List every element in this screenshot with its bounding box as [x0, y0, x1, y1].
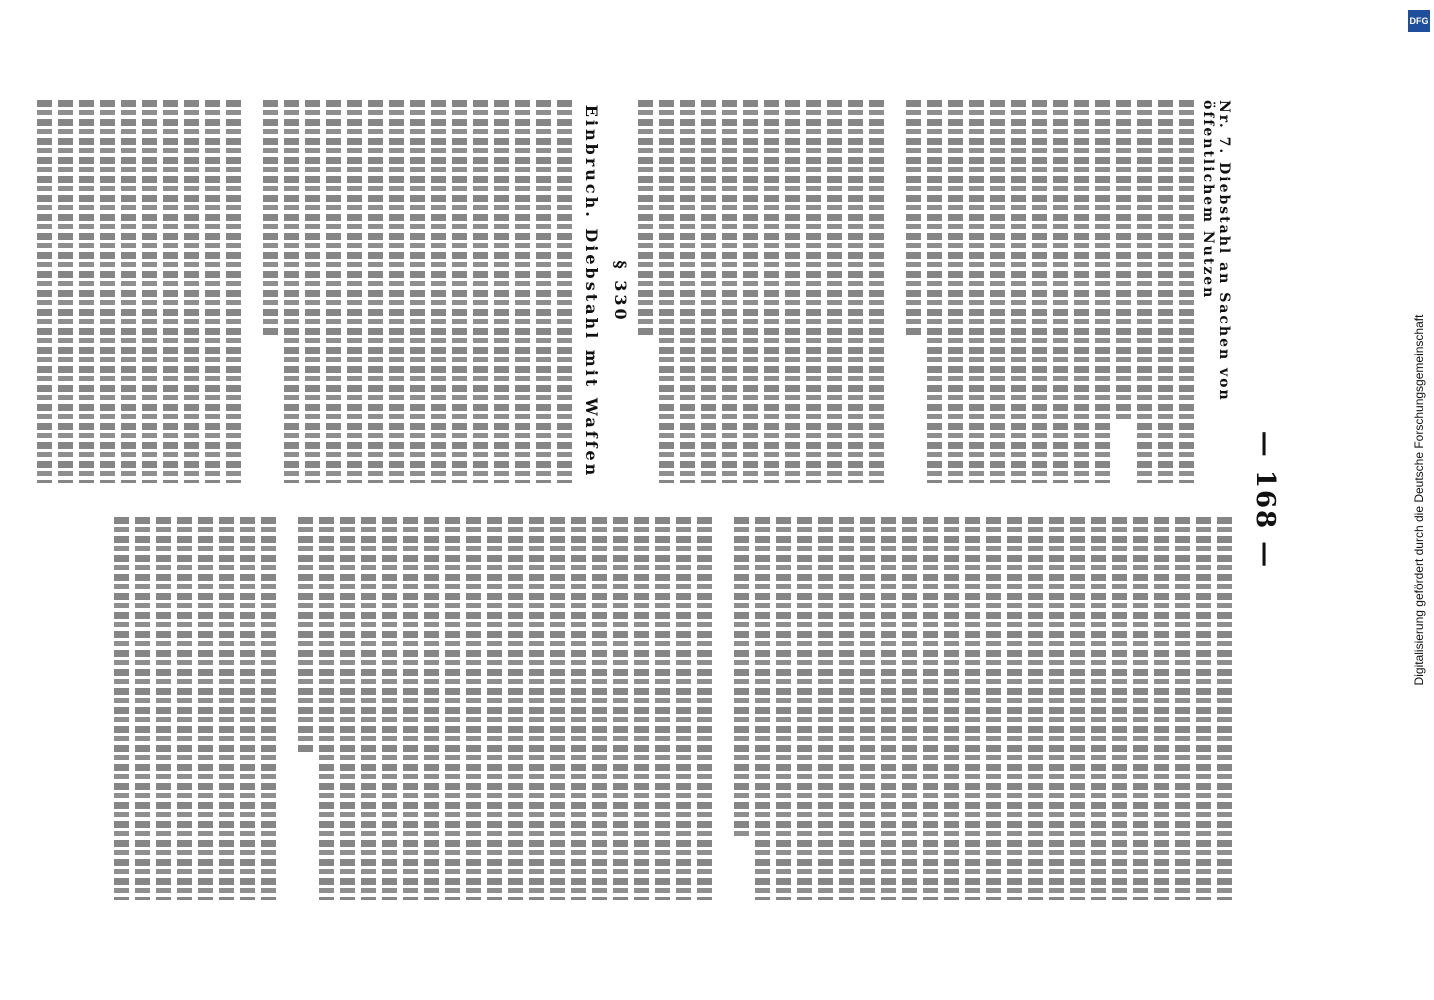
page-number: — 168 —	[1250, 430, 1280, 570]
dfg-logo: DFG	[1408, 10, 1430, 32]
right-column	[31, 517, 1232, 900]
section-heading-einbruch: Einbruch. Diebstahl mit Waffen	[582, 104, 601, 479]
rotated-book-page	[80, 50, 1320, 950]
credit-strip	[1404, 0, 1434, 1000]
section-number: § 330	[611, 260, 630, 323]
credit-text: Digitalisierung gefördert durch die Deutsche Forschungsgemeinschaft	[1412, 314, 1426, 686]
section-heading-nr7: Nr. 7. Diebstahl an Sachen von öffentlichem Nutzen	[1200, 100, 1232, 402]
text-columns	[31, 100, 1232, 900]
left-column	[31, 100, 1232, 483]
